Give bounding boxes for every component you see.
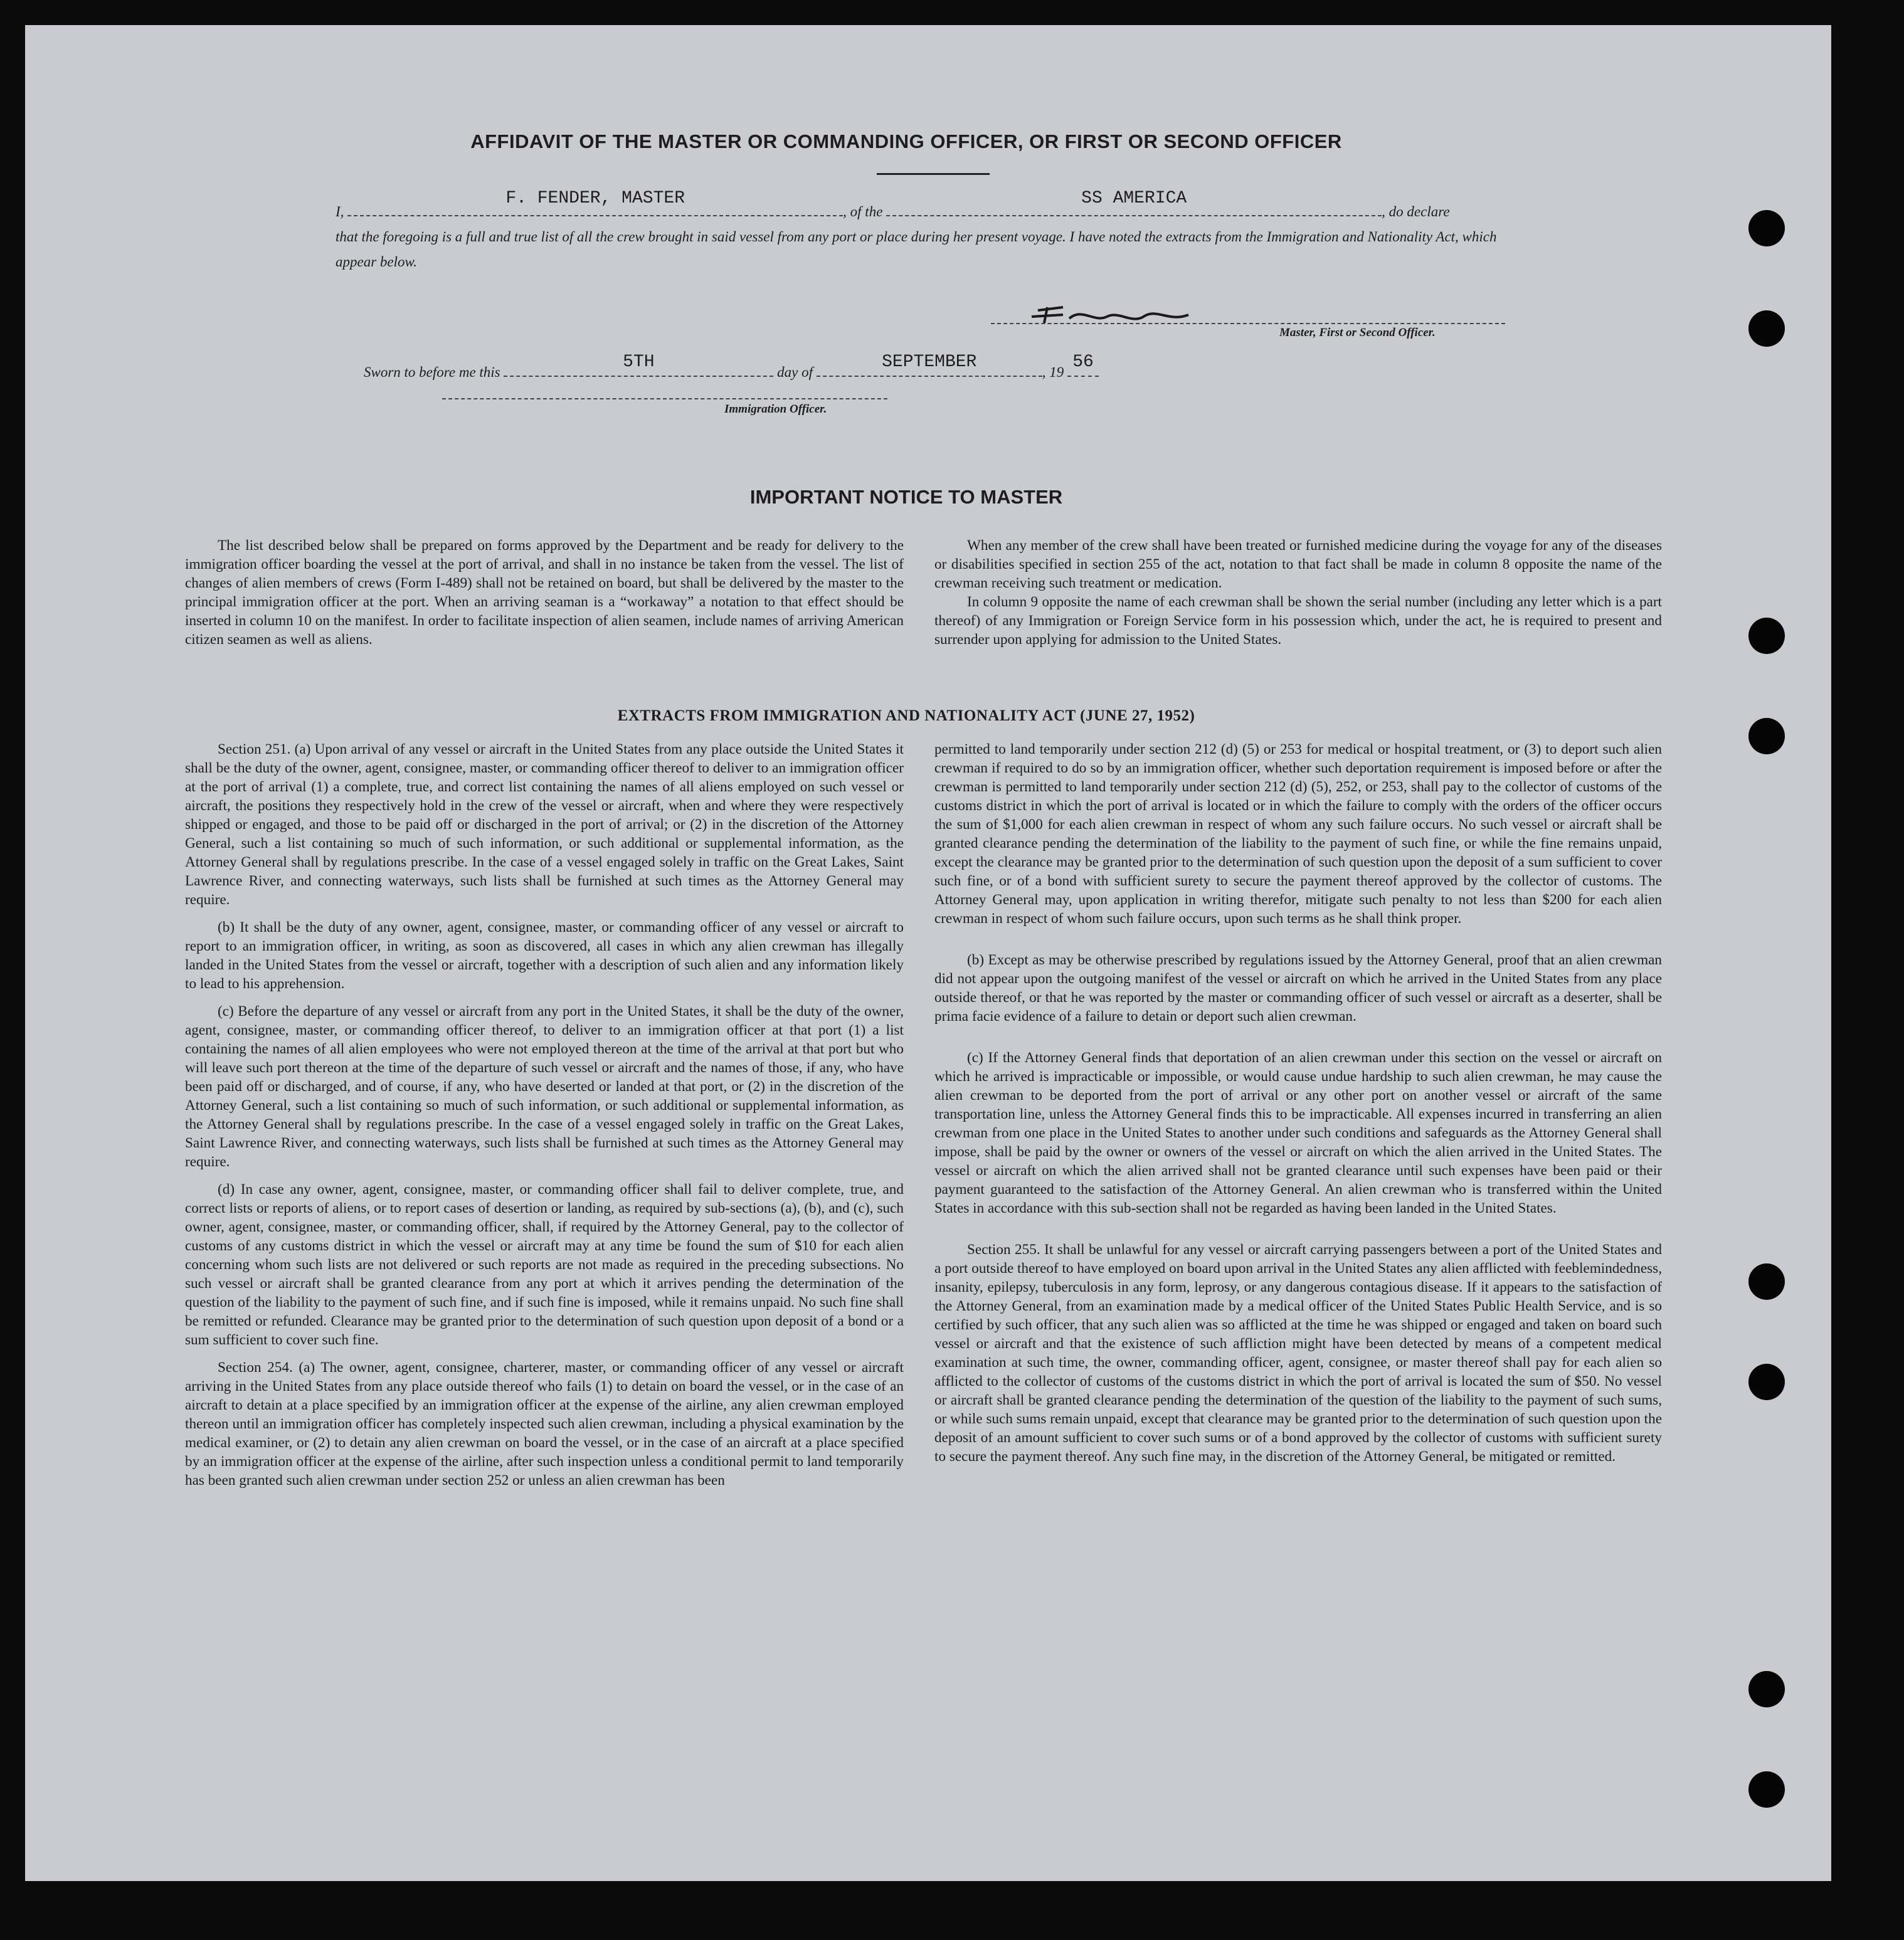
signature-image [1025,295,1214,332]
binder-hole [1748,1263,1785,1300]
of-the-label: , of the [843,204,883,219]
declaration-text: that the foregoing is a full and true list of all the crew brought in said vessel from any port or place during her present voyage. I have noted the extracts from the Immigration and Nationality Act, which appear below. [336,229,1497,270]
signature-label: Master, First or Second Officer. [1279,326,1436,339]
notice-paragraph: When any member of the crew shall have been treated or furnished medicine during the voyage for any of the diseases or disabilities specified in section 255 of the act, notation to that fact shall be made in column 8 opposite the name of the crewman receiving such treatment or medication. [934,537,1662,591]
extracts-left-column [185,740,904,1490]
year-field[interactable] [1067,352,1099,377]
month-value: SEPTEMBER [882,352,977,372]
signature-line [991,323,1505,324]
binder-hole [1748,310,1785,347]
section-paragraph: Section 254. (a) The owner, agent, consignee, charterer, master, or commanding officer of any vessel or aircraft arriving in the United States from any place outside thereof who fails (1) to detain on board the vessel, or in the case of an aircraft to detain at a place specified by an immigration officer at the expense of the airline, any alien crewman employed thereon until an immigration officer has completely inspected such alien crewman, including a physical examination by the medical examiner, or (2) to detain any alien crewman on board the vessel, or in the case of an aircraft at a place specified by an immigration officer at the expense of the airline, after such inspection unless a conditional permit to land temporarily has been granted such alien crewman under section 252 or unless an alien crewman has been [185,1359,904,1489]
affidavit-title: AFFIDAVIT OF THE MASTER OR COMMANDING OFFICER, OR FIRST OR SECOND OFFICER [470,130,1342,152]
section-paragraph: (b) Except as may be otherwise prescribed by regulations issued by the Attorney General, proof that an alien crewman did not appear upon the outgoing manifest of the vessel or aircraft on which he arrived in the United States from any place outside thereof, or that he was reported by the master or commanding officer of such vessel or aircraft as a deserter, shall be prima facie evidence of a failure to detain or deport such alien crewman. [934,952,1662,1025]
notice-paragraph: The list described below shall be prepared on forms approved by the Department and be ready for delivery to the immigration officer boarding the vessel at the port of arrival, and shall in no instance be taken from the vessel. The list of changes of alien members of crews (Form I-489) shall not be retained on board, but shall be delivered by the master to the principal immigration officer at the port. When an arriving seaman is a “workaway” a notation to that effect should be inserted in column 10 on the manifest. In order to facilitate inspection of alien seamen, include names of arriving American citizen seamen as well as aliens. [185,537,904,648]
title-rule [877,173,990,175]
month-field[interactable] [817,352,1042,377]
binder-hole [1748,618,1785,654]
notice-right-column [934,536,1662,649]
day-of-label: day of [777,364,813,380]
day-field[interactable] [504,352,773,377]
section-paragraph: (b) It shall be the duty of any owner, agent, consignee, master, or commanding officer of any vessel or aircraft to report to an immigration officer, in writing, as soon as discovered, all cases in which any alien crewman has illegally landed in the United States from the vessel or aircraft, together with a description of such alien and any information likely to lead to his apprehension. [185,919,904,992]
year-value: 56 [1072,352,1094,372]
name-field[interactable] [347,189,843,216]
day-value: 5TH [623,352,655,372]
declaration [336,189,1527,275]
extracts-right-column [934,740,1662,1466]
binder-hole [1748,1771,1785,1808]
sworn-line [364,352,1099,381]
year-prefix: , 19 [1042,364,1064,380]
binder-hole [1748,210,1785,246]
document-page [25,25,1831,1881]
vessel-field[interactable] [886,189,1382,216]
binder-hole [1748,1364,1785,1400]
section-paragraph: (c) If the Attorney General finds that deportation of an alien crewman under this section on the vessel or aircraft on which he arrived is impracticable or impossible, or would cause undue hardship to such alien crewman, he may cause the alien crewman to be deported from the port of arrival or any other port on another vessel or aircraft of the same transportation line, unless the Attorney General finds this to be impracticable. All expenses incurred in transferring an alien crewman from one place in the United States to another under such conditions and safeguards as the Attorney General shall impose, shall be paid by the owner or owners of the vessel or aircraft on which the alien arrived in the United States. The vessel or aircraft on which the alien arrived shall not be granted clearance until such expenses have been paid or their payment guaranteed to the satisfaction of the Attorney General. An alien crewman who is transferred within the United States in accordance with this sub-section shall not be regarded as having been landed in the United States. [934,1050,1662,1216]
section-paragraph: Section 251. (a) Upon arrival of any vessel or aircraft in the United States from any place outside the United States it shall be the duty of the owner, agent, consignee, master, or commanding officer thereof to deliver to an immigration officer at the port of arrival (1) a complete, true, and correct list containing the names of all aliens employed on such vessel or aircraft, the positions they respectively hold in the crew of the vessel or aircraft, when and where they were respectively shipped or engaged, and those to be paid off or discharged in the port of arrival; or (2) in the discretion of the Attorney General, such a list containing so much of such information, or such additional or supplemental information, as the Attorney General shall by regulations prescribe. In the case of a vessel engaged solely in traffic on the Great Lakes, Saint Lawrence River, and connecting waterways, such lists shall be furnished at such times as the Attorney General may require. [185,741,904,908]
sworn-label: Sworn to before me this [364,364,500,380]
do-declare-label: , do declare [1382,204,1450,219]
section-paragraph: Section 255. It shall be unlawful for any vessel or aircraft carrying passengers between a port of the United States and a port outside thereof to have employed on board upon arrival in the United States any alien afflicted with feeblemindedness, insanity, epilepsy, tuberculosis in any form, leprosy, or any dangerous contagious disease. If it appears to the satisfaction of the Attorney General, from an examination made by a medical officer of the United States Public Health Service, and is so certified by such officer, that any such alien was so afflicted at the time he was shipped or engaged and taken on board such vessel or aircraft and that the existence of such affliction might have been detected by means of a competent medical examination at such time, the owner, commanding officer, agent, consignee, or master thereof shall pay for each alien so afflicted to the collector of customs of the customs district in which the port of arrival is located the sum of $50. No vessel or aircraft shall be granted clearance pending the determination of the question of the liability to the payment of such sums, or while such sums remain unpaid, except that clearance may be granted prior to the determination of such question upon the deposit of an amount sufficient to cover such sums or of a bond approved by the collector of customs with sufficient surety to secure the payment thereof. Any such fine may, in the discretion of the Attorney General, be mitigated or remitted. [934,1241,1662,1465]
notice-title: IMPORTANT NOTICE TO MASTER [749,486,1063,508]
extracts-title: EXTRACTS FROM IMMIGRATION AND NATIONALITY ACT (JUNE 27, 1952) [617,707,1195,724]
section-paragraph: permitted to land temporarily under section 212 (d) (5) or 253 for medical or hospital treatment, or (3) to deport such alien crewman if required to do so by an immigration officer, whether such deportation requirement is imposed before or after the crewman is permitted to land temporarily under section 212 (d) (5), 252, or 253, shall pay to the collector of customs of the customs district in which the port of arrival is located or in which the failure to comply with the orders of the officer occurs the sum of $1,000 for each alien crewman in respect of whom any such failure occurs. No such vessel or aircraft shall be granted clearance pending the determination of the liability to the payment of such fine, or while the fine remains unpaid, except the clearance may be granted prior to the determination of such question upon the deposit of a sum sufficient to cover such fine, or of a bond with sufficient surety to secure the payment thereof approved by the collector of customs. The Attorney General may, upon application in writing therefor, mitigate such penalty to not less than $200 for each alien crewman in respect of whom such failure occurs, upon such terms as he shall think proper. [934,741,1662,927]
i-label: I, [336,204,344,219]
immigration-officer-label: Immigration Officer. [724,403,827,416]
notice-left-column [185,536,904,649]
section-paragraph: (c) Before the departure of any vessel or aircraft from any port in the United States, it shall be the duty of the owner, agent, consignee, master, or commanding officer thereof, to deliver to an immigration officer at that port (1) a list containing the names of all alien employees who were not employed thereon at the time of the arrival at that port but who will leave such port thereon at the time of the departure of such vessel or aircraft and the names of those, if any, who have been paid off or discharged, and of course, if any, who have deserted or landed at that port, or (2) in the discretion of the Attorney General, such a list containing so much of such information, or such additional or supplemental information, as the Attorney General shall by regulations prescribe. In the case of a vessel engaged solely in traffic on the Great Lakes, Saint Lawrence River, and connecting waterways, such lists shall be furnished at such times as the Attorney General may require. [185,1003,904,1170]
name-value: F. FENDER, MASTER [505,189,685,208]
immigration-officer-line [442,398,887,399]
notice-paragraph: In column 9 opposite the name of each crewman shall be shown the serial number (including any letter which is a part thereof) of any Immigration or Foreign Service form in his possession which, under the act, he is required to present and surrender upon applying for admission to the United States. [934,594,1662,648]
vessel-value: SS AMERICA [1081,189,1187,208]
section-paragraph: (d) In case any owner, agent, consignee, master, or commanding officer shall fail to deliver complete, true, and correct lists or reports of aliens, or to report cases of desertion or landing, as required by sub-sections (a), (b), and (c), such owner, agent, consignee, master, or commanding officer, shall, if required by the Attorney General, pay to the collector of customs of any customs district in which the vessel or aircraft may at any time be found the sum of $10 for each alien concerning whom such lists are not delivered or such reports are not made as required in the preceding subsections. No such vessel or aircraft shall be granted clearance from any port at which it arrives pending the determination of the question of the liability to the payment of such fine, and if such fine is imposed, while it remains unpaid. No such fine shall be remitted or refunded. Clearance may be granted prior to the determination of such question upon deposit of a bond or a sum sufficient to cover such fine. [185,1181,904,1348]
binder-hole [1748,1671,1785,1707]
